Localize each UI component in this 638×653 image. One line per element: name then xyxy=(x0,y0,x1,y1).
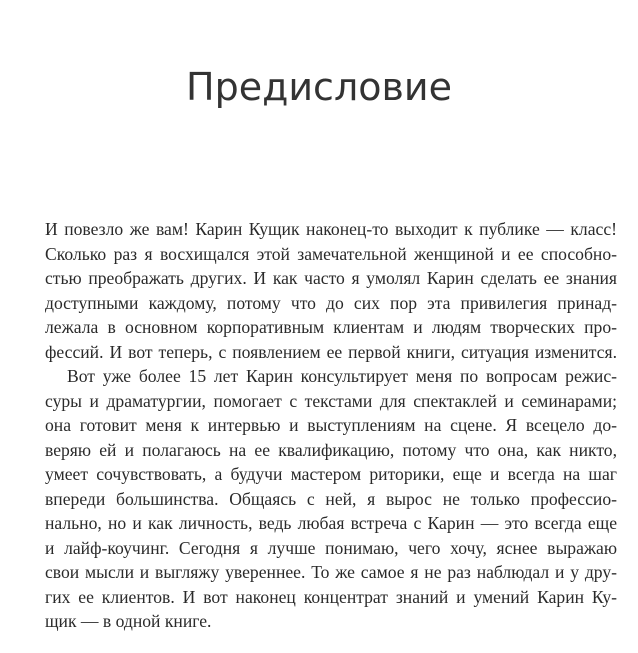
paragraph-1 xyxy=(45,217,617,364)
chapter-title: Предисловие xyxy=(186,65,452,109)
text-line: фессий. И вот теперь, с появлением ее первой книги, ситуация изменится. xyxy=(45,341,617,362)
text-line: свои мысли и выгляжу увереннее. То же самое я не раз наблюдал и у дру- xyxy=(45,562,617,582)
chapter-body xyxy=(45,217,617,634)
paragraph-2 xyxy=(45,364,617,634)
text-line: Сколько раз я восхищался этой замечательной женщиной и ее способно- xyxy=(45,243,617,264)
text-line: щик — в одной книге. xyxy=(45,611,212,631)
text-line: нально, но и как личность, ведь любая встреча с Карин — это всегда еще xyxy=(45,513,617,533)
text-line: доступными каждому, потому что до сих пор эта привилегия принад- xyxy=(45,292,617,313)
text-line: лежала в основном корпоративным клиентам и людям творческих про- xyxy=(45,317,617,337)
text-line: Вот уже более 15 лет Карин консультирует меня по вопросам режис- xyxy=(67,366,617,386)
text-line: гих ее клиентов. И вот наконец концентрат знаний и умений Карин Ку- xyxy=(45,586,617,607)
text-line: она готовит меня к интервью и выступлениям на сцене. Я всецело до- xyxy=(45,415,617,435)
text-line: суры и драматургии, помогает с текстами для спектаклей и семинарами; xyxy=(45,390,617,411)
text-line: впереди большинства. Общаясь с ней, я вырос не только профессио- xyxy=(45,488,617,509)
text-line: умеет сочувствовать, а будучи мастером риторики, еще и всегда на шаг xyxy=(45,464,617,484)
text-line: и лайф-коучинг. Сегодня я лучше понимаю, чего хочу, яснее выражаю xyxy=(45,537,617,558)
text-line: веряю ей и полагаюсь на ее квалификацию, потому что она, как никто, xyxy=(45,439,617,460)
text-line: И повезло же вам! Карин Кущик наконец-то выходит к публике — класс! xyxy=(45,219,617,239)
text-line: стью преображать других. И как часто я умолял Карин сделать ее знания xyxy=(45,268,617,288)
